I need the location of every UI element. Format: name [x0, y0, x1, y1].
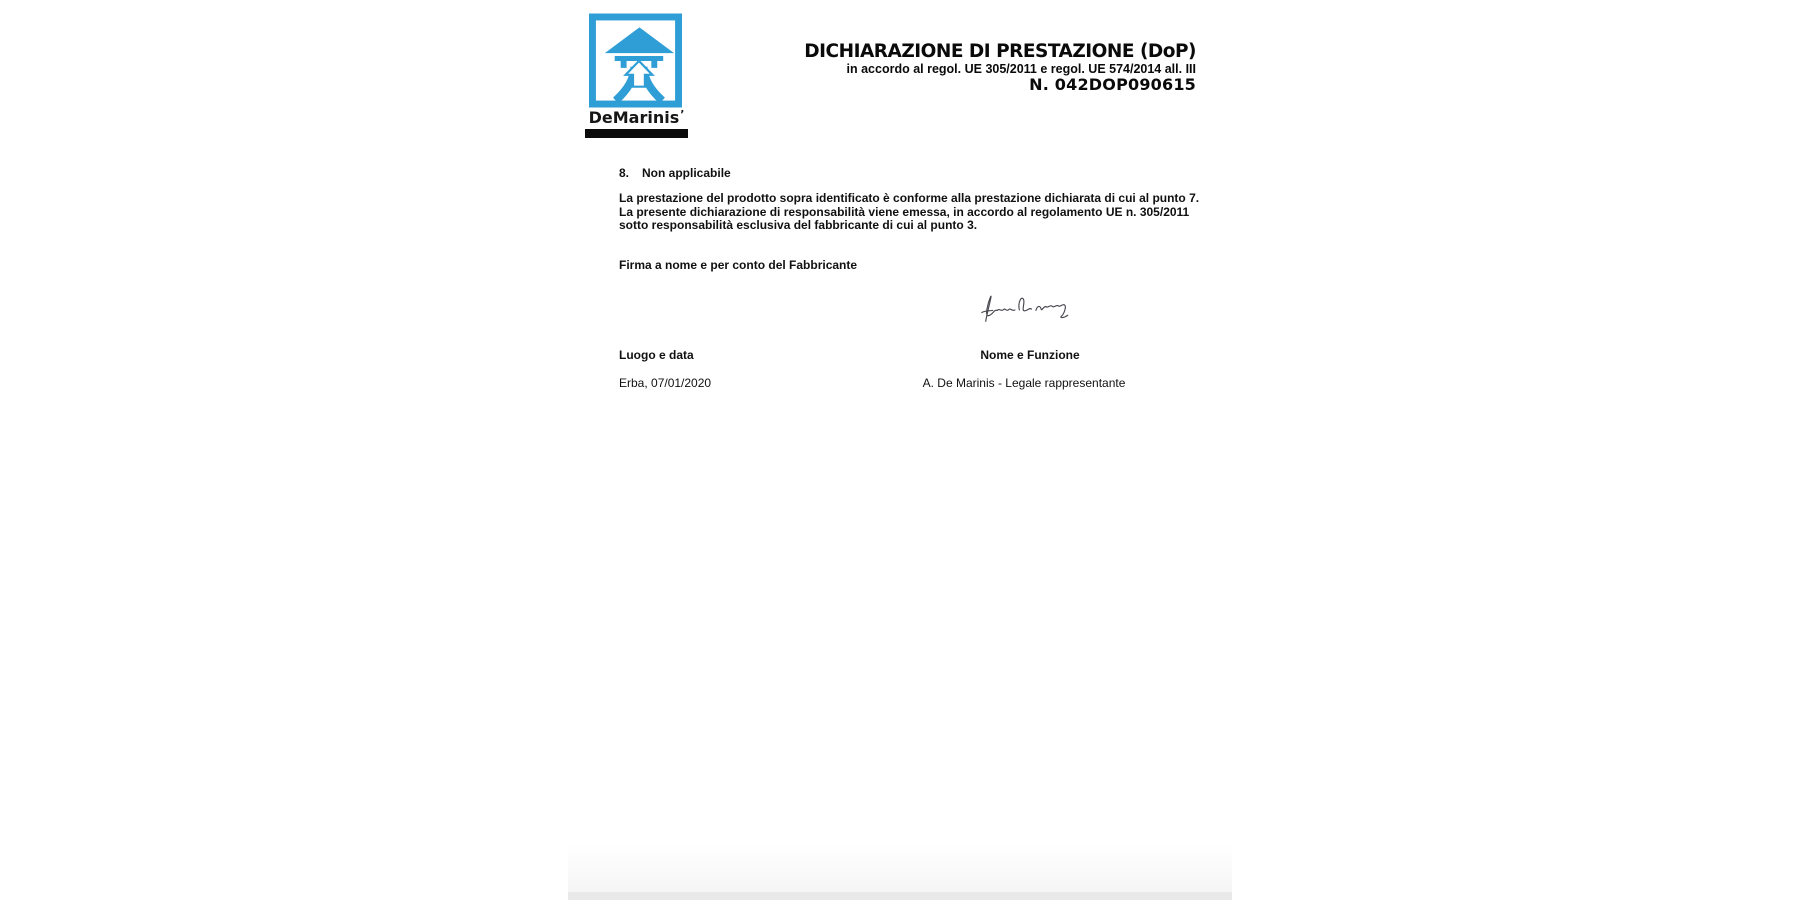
signature-caption: Firma a nome e per conto del Fabbricante: [619, 258, 858, 272]
section-8-heading: [619, 166, 731, 180]
paragraph-line: sotto responsabilità esclusiva del fabbricante di cui al punto 3.: [619, 218, 978, 232]
demarinis-logo-icon: [589, 13, 682, 108]
place-date-value: Erba, 07/01/2020: [619, 376, 712, 390]
declaration-paragraph: [619, 192, 1199, 233]
page-title: DICHIARAZIONE DI PRESTAZIONE (DoP): [804, 41, 1196, 62]
header-title-block: [804, 42, 1196, 94]
page-bottom-edge: [568, 892, 1232, 900]
paragraph-line: La prestazione del prodotto sopra identificato è conforme alla prestazione dichiarata di cui al punto 7.: [619, 191, 1200, 205]
page-subtitle: in accordo al regol. UE 305/2011 e regol. UE 574/2014 all. III: [846, 62, 1196, 76]
logo-roof-arrow: [605, 27, 674, 53]
name-function-value: A. De Marinis - Legale rappresentante: [922, 376, 1126, 390]
paragraph-line: La presente dichiarazione di responsabilità viene emessa, in accordo al regolamento UE n. 305/2011: [619, 204, 1190, 219]
place-date-label: Luogo e data: [619, 348, 694, 362]
name-function-label: Nome e Funzione: [980, 348, 1080, 362]
logo-prime-mark: ’: [680, 108, 685, 121]
signature-strokes: [982, 296, 1068, 321]
section-number: 8.: [619, 166, 630, 180]
page-bottom-noise: [568, 845, 1232, 893]
logo-wordmark-text: DeMarinis: [588, 108, 680, 127]
logo-wordmark: [583, 108, 690, 127]
logo-black-bar: [585, 129, 688, 138]
section-text: Non applicabile: [642, 166, 731, 180]
signature-image: [977, 285, 1073, 327]
dop-number: N. 042DOP090615: [1029, 75, 1196, 94]
